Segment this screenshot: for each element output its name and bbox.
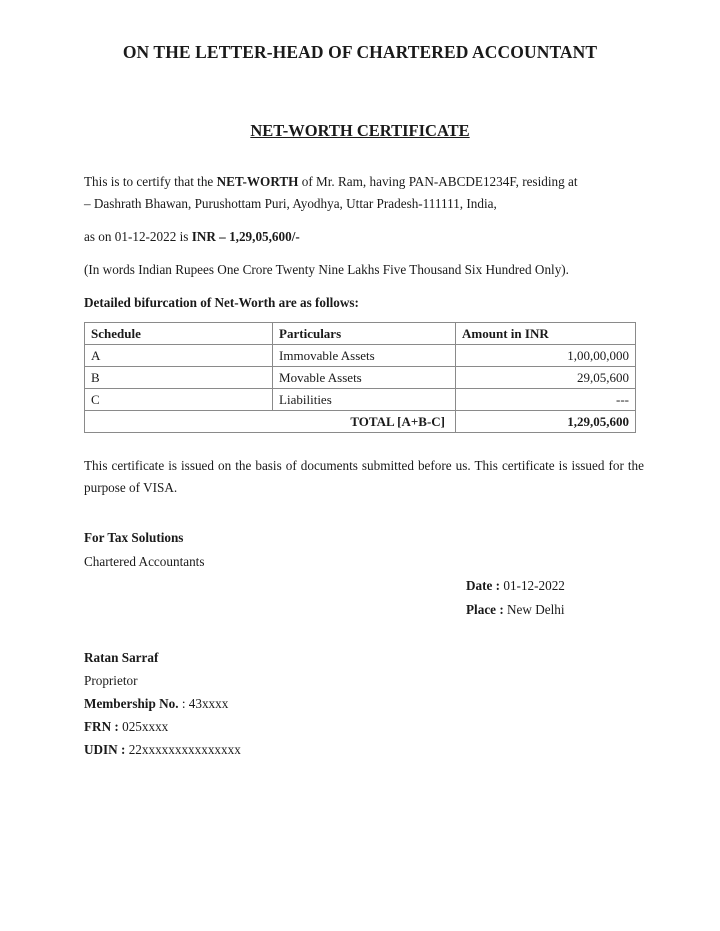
frn-label: FRN : xyxy=(84,719,119,734)
schedule-cell: A xyxy=(85,345,273,367)
firm-type: Chartered Accountants xyxy=(84,554,205,569)
udin-value: 22xxxxxxxxxxxxxxx xyxy=(125,742,241,757)
net-worth-amount: INR – 1,29,05,600/- xyxy=(191,229,300,244)
frn-value: 025xxxx xyxy=(118,719,169,734)
frn-line xyxy=(84,719,168,735)
amount-cell: --- xyxy=(456,389,636,411)
header-amount: Amount in INR xyxy=(456,323,636,345)
total-amount: 1,29,05,600 xyxy=(456,411,636,433)
address-line: – Dashrath Bhawan, Purushottam Puri, Ayodhya, Uttar Pradesh-111111, India, xyxy=(84,196,497,211)
intro-prefix: This is to certify that the xyxy=(84,174,217,189)
amount-cell: 1,00,00,000 xyxy=(456,345,636,367)
firm-for-line: For Tax Solutions xyxy=(84,530,184,545)
certificate-title: NET-WORTH CERTIFICATE xyxy=(250,121,470,140)
membership-value: : 43xxxx xyxy=(178,696,229,711)
date-value: 01-12-2022 xyxy=(500,578,565,593)
intro-paragraph xyxy=(84,171,644,215)
signatory-designation: Proprietor xyxy=(84,673,138,688)
amount-in-words: (In words Indian Rupees One Crore Twenty Nine Lakhs Five Thousand Six Hundred Only). xyxy=(84,262,569,277)
membership-label: Membership No. xyxy=(84,696,179,711)
bifurcation-heading: Detailed bifurcation of Net-Worth are as follows: xyxy=(84,295,359,310)
as-on-line xyxy=(84,226,644,248)
net-worth-term: NET-WORTH xyxy=(216,174,299,189)
particulars-cell: Movable Assets xyxy=(273,367,456,389)
membership-line xyxy=(84,696,228,712)
header-particulars: Particulars xyxy=(273,323,456,345)
place-line xyxy=(466,602,565,618)
udin-label: UDIN : xyxy=(84,742,126,757)
particulars-cell: Immovable Assets xyxy=(273,345,456,367)
date-line xyxy=(466,578,565,594)
signatory-name: Ratan Sarraf xyxy=(84,650,159,665)
table-total-row xyxy=(85,411,636,433)
total-label: TOTAL [A+B-C] xyxy=(85,411,456,433)
place-label: Place : xyxy=(466,602,504,617)
table-row xyxy=(85,367,636,389)
header-schedule: Schedule xyxy=(85,323,273,345)
place-value: New Delhi xyxy=(503,602,565,617)
table-header-row xyxy=(85,323,636,345)
disclaimer-paragraph: This certificate is issued on the basis of documents submitted before us. This certificate is issued for the purpose of VISA. xyxy=(84,458,644,495)
table-row xyxy=(85,389,636,411)
schedule-cell: C xyxy=(85,389,273,411)
udin-line xyxy=(84,742,241,758)
intro-middle: of Mr. Ram, having PAN-ABCDE1234F, residing at xyxy=(298,174,578,189)
as-on-prefix: as on 01-12-2022 is xyxy=(84,229,192,244)
letterhead-heading: ON THE LETTER-HEAD OF CHARTERED ACCOUNTANT xyxy=(122,42,598,62)
particulars-cell: Liabilities xyxy=(273,389,456,411)
amount-cell: 29,05,600 xyxy=(456,367,636,389)
net-worth-table xyxy=(84,322,636,433)
date-label: Date : xyxy=(466,578,501,593)
table-row xyxy=(85,345,636,367)
schedule-cell: B xyxy=(85,367,273,389)
